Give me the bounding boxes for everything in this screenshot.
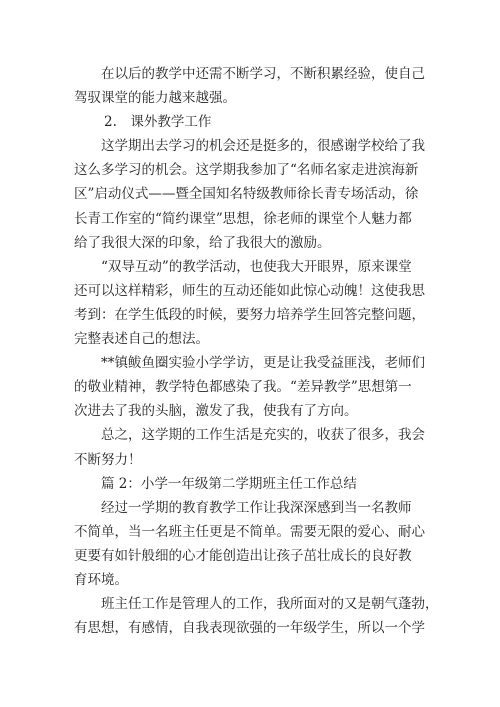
article-title: 篇 2：小学一年级第二学期班主任工作总结 [101,475,357,492]
text-line: 区”启动仪式——暨全国知名特级教师徐长青专场活动，徐 [74,186,419,203]
text-line: 给了我很大深的印象，给了我很大的激励。 [74,234,331,251]
text-line: 完整表述自己的想法。 [74,331,209,348]
section-heading: 2. 课外教学工作 [104,114,212,131]
text-line: 在以后的教学中还需不断学习，不断积累经验，使自己 [101,66,425,82]
document-body [74,62,439,640]
text-line: 还可以这样精彩，师生的互动还能如此惊心动魄！这使我思 [74,282,425,299]
text-line: 有思想，有感情，自我表现欲强的一年级学生，所以一个学 [74,620,425,637]
text-line: 次进去了我的头脑，激发了我，使我有了方向。 [74,403,358,420]
text-line: 经过一学期的教育教学工作让我深深感到当一名教师 [101,499,412,516]
text-line: 的敬业精神，教学特色都感染了我。“差异教学”思想第一 [74,379,412,396]
text-line: “双导互动”的教学活动，也使我大开眼界，原来课堂 [101,258,412,275]
text-line: 总之，这学期的工作生活是充实的，收获了很多，我会 [101,427,425,444]
text-line: 长青工作室的“简约课堂”思想，徐老师的课堂个人魅力都 [74,210,412,227]
text-line: 更要有如针般细的心才能创造出让孩子茁壮成长的良好教 [74,547,412,564]
text-line: 这么多学习的机会。这学期我参加了“名师名家走进滨海新 [74,162,419,179]
text-line: 考到：在学生低段的时候，要努力培养学生回答完整问题， [74,306,425,323]
text-line: 不简单，当一名班主任更是不简单。需要无限的爱心、耐心 [74,523,425,540]
text-line: 这学期出去学习的机会还是挺多的，很感谢学校给了我 [101,138,425,155]
text-line: **镇鲅鱼圈实验小学学访，更是让我受益匪浅，老师们 [101,355,425,372]
text-line: 驾驭课堂的能力越来越强。 [74,90,236,107]
text-line: 不断努力！ [74,451,142,468]
text-line: 育环境。 [74,571,128,588]
text-line: 班主任工作是管理人的工作，我所面对的又是朝气蓬勃， [101,596,439,613]
